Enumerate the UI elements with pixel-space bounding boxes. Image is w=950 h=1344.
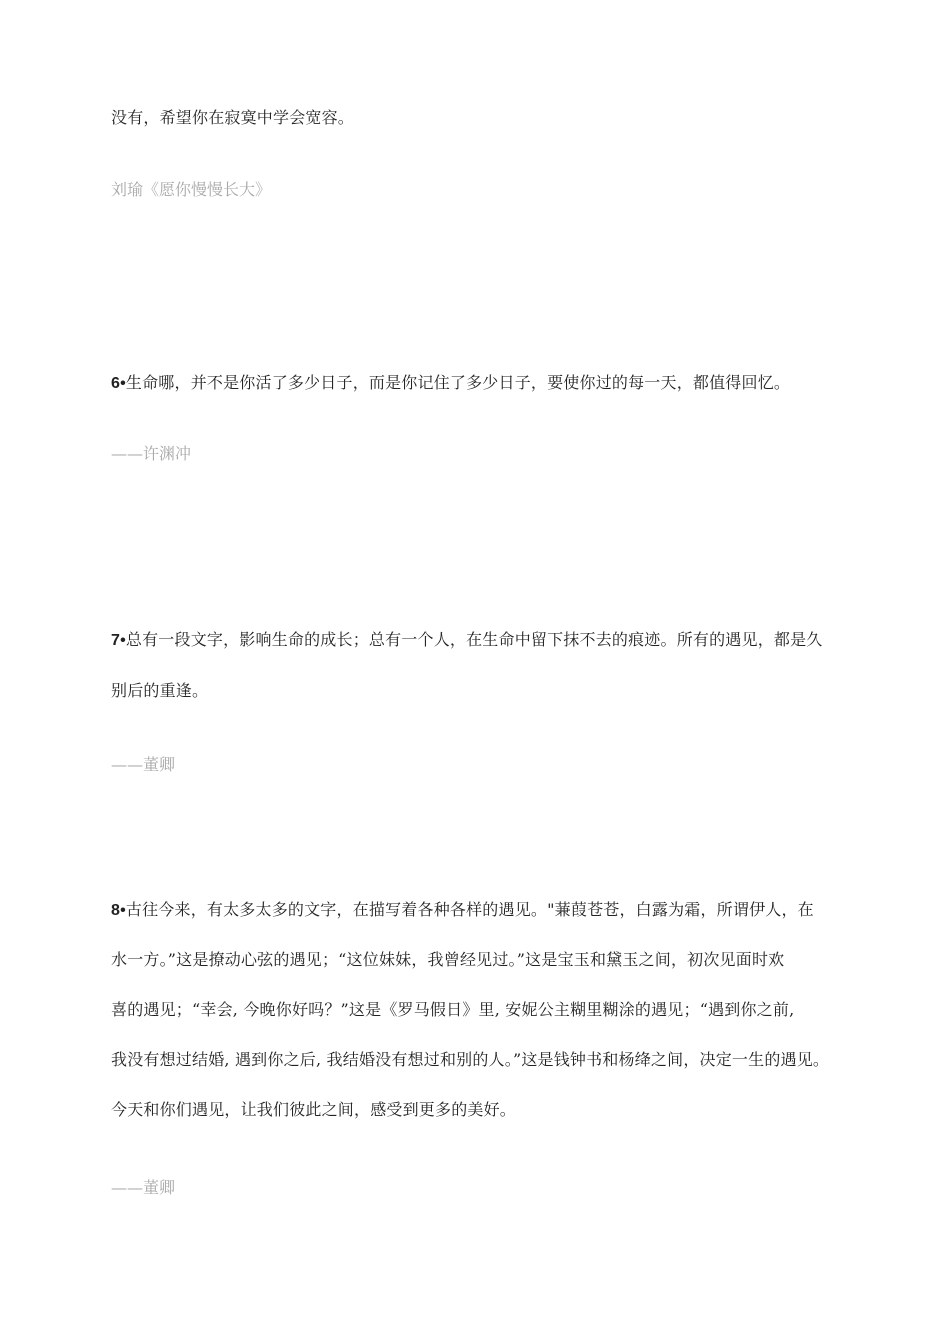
quote-source: ——董卿 (111, 755, 176, 774)
quote-text: 生命哪，并不是你活了多少日子，而是你记住了多少日子，要使你过的每一天，都值得回忆。 (125, 373, 791, 392)
paragraph-line: 今天和你们遇见，让我们彼此之间，感受到更多的美好。 (111, 1100, 517, 1119)
paragraph-line: 水一方。”这是撩动心弦的遇见；“这位妹妹，我曾经见过。”这是宝玉和黛玉之间，初次见面时欢 (111, 950, 785, 969)
quote-number: 6• (111, 375, 126, 392)
paragraph-line: 我没有想过结婚, 遇到你之后, 我结婚没有想过和别的人。”这是钱钟书和杨绛之间，决定一生的遇见。 (111, 1050, 830, 1069)
quote-text: 总有一段文字，影响生命的成长；总有一个人，在生命中留下抹不去的痕迹。所有的遇见，都是久 (125, 630, 823, 649)
quote-source: ——董卿 (111, 1178, 176, 1197)
paragraph-line: 喜的遇见；“幸会, 今晚你好吗？”这是《罗马假日》里, 安妮公主糊里糊涂的遇见；“遇到你之前, (111, 1000, 795, 1019)
quote-7 (111, 630, 891, 651)
quote-text: 古往今来，有太多太多的文字，在描写着各种各样的遇见。"蒹葭苍苍，白露为霜，所谓伊人，在 (125, 900, 814, 919)
quote-6 (111, 373, 891, 394)
paragraph-line: 没有，希望你在寂寞中学会宽容。 (111, 108, 355, 127)
quote-source: ——许渊冲 (111, 444, 192, 463)
quote-8 (111, 900, 891, 921)
quote-number: 7• (111, 632, 126, 649)
quote-source: 刘瑜《愿你慢慢长大》 (111, 180, 272, 199)
quote-number: 8• (111, 902, 126, 919)
paragraph-line: 别后的重逢。 (111, 681, 209, 700)
